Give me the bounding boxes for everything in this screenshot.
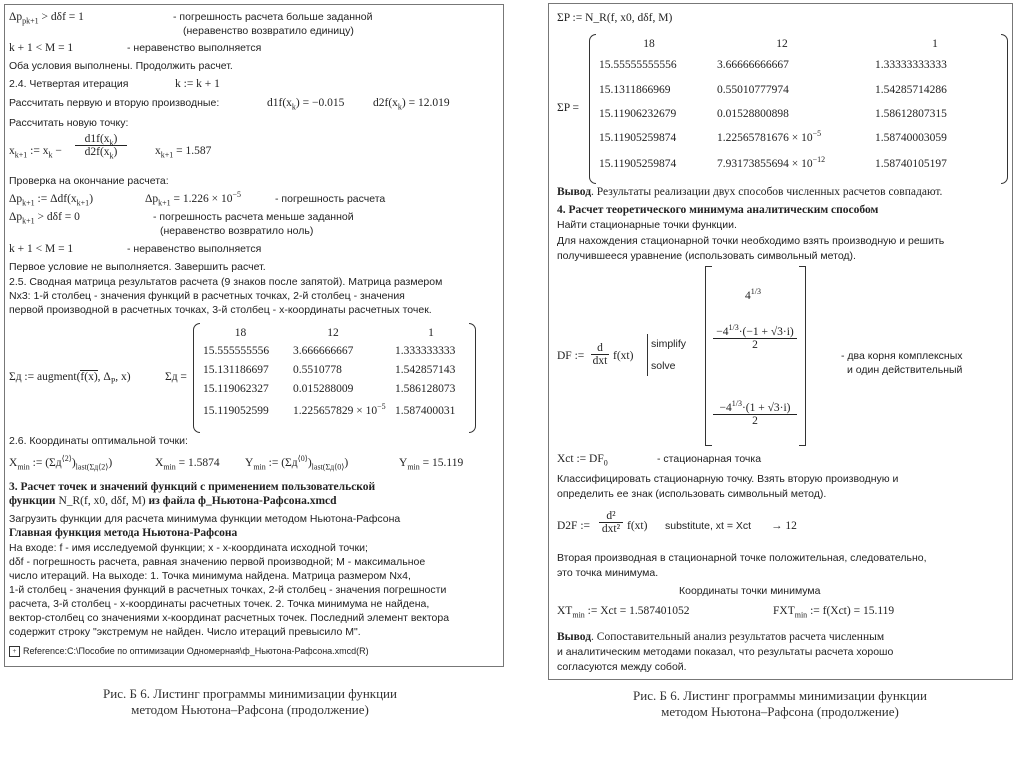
final-conclusion: Вывод. Сопоставительный анализ результатов расчета численным: [557, 631, 885, 643]
matrix-cell: 1.542857143: [395, 364, 456, 376]
matrix-cell: 0.5510778: [293, 364, 342, 376]
matrix-cell: 15.55555555556: [599, 59, 677, 71]
nr-call-expression: ΣP := N_R(f, x0, dδf, M): [557, 12, 673, 24]
section-heading: 4. Расчет теоретического минимума аналитическим способом: [557, 204, 879, 216]
matrix-cell: 1.333333333: [395, 345, 456, 357]
matrix-cell: 3.66666666667: [717, 59, 789, 71]
matrix-cell: 0.015288009: [293, 383, 354, 395]
text-line: Первое условие не выполняется. Завершить расчет.: [9, 261, 266, 273]
comment: - неравенство выполняется: [127, 42, 262, 54]
new-point-value: $x_{k+1} = 1.587$: [155, 145, 212, 160]
section-heading: 3. Расчет точек и значений функций с применением пользовательской: [9, 481, 376, 493]
text-line: Проверка на окончание расчета:: [9, 175, 169, 187]
matrix-cell: 1.54285714286: [875, 84, 947, 96]
text-line: вектор-столбец со значениями x-координат расчетных точек. Последний элемент вектора: [9, 612, 450, 624]
df-label: DF :=: [557, 350, 585, 362]
text-line: Nx3: 1-й столбец - значения функций в расчетных точках, 2-й столбец - значения: [9, 290, 405, 302]
matrix-cell: 0.55010777974: [717, 84, 789, 96]
text-line: Оба условия выполнены. Продолжить расчет.: [9, 60, 233, 72]
left-listing-panel: [4, 4, 504, 667]
text-line: расчета, 3-й столбец - x-координаты расчетных точек. 2. Точка минимума не найдена,: [9, 598, 430, 610]
keyword-simplify: simplify: [651, 338, 687, 350]
text-line: Для нахождения стационарной точки необходимо взять производную и решить: [557, 235, 945, 247]
comment: - погрешность расчета меньше заданной: [153, 211, 354, 223]
text-line: Классифицировать стационарную точку. Взять вторую производную и: [557, 473, 899, 485]
matrix-cell: 15.1311866969: [599, 84, 671, 96]
matrix-bracket-left: [193, 323, 200, 433]
y-min-value: $Y_{min} = 15.119$: [399, 457, 464, 472]
text-line: получившееся уравнение (использовать символьный метод).: [557, 250, 856, 262]
comment: (неравенство возвратило единицу): [183, 25, 354, 37]
inequality: k + 1 < M = 1: [9, 243, 74, 255]
error-value: $\Delta p_{k+1} = 1.226 \times 10^{-5}$: [145, 190, 242, 208]
d2f-label: D2F :=: [557, 520, 591, 532]
text-line: это точка минимума.: [557, 567, 659, 579]
text-line: согласуются между собой.: [557, 661, 687, 673]
matrix-label: ΣP =: [557, 102, 580, 114]
augment-expression: Σд := augment(f(x), $\Delta_P$, x): [9, 371, 131, 386]
matrix-cell: 15.119062327: [203, 383, 269, 395]
comment: - два корня комплексных: [841, 350, 963, 362]
inequality: k + 1 < M = 1: [9, 42, 74, 54]
section-heading: 2.5. Сводная матрица результатов расчета (9 знаков после запятой). Матрица размером: [9, 276, 443, 288]
vector-bracket-right: [799, 266, 806, 446]
matrix-cell: 18: [643, 38, 655, 50]
matrix-cell: $1.225657829 \times 10^{-5}$: [293, 402, 386, 417]
x-min-value: $X_{min} = 1.5874$: [155, 457, 220, 472]
text-line: число итераций. На выходе: 1. Точка минимума найдена. Матрица размером Nx4,: [9, 570, 411, 582]
text-line: 1-й столбец - значения функций в расчетных точках, 2-й столбец - значения погрешности: [9, 584, 447, 596]
matrix-cell: 15.131186697: [203, 364, 269, 376]
convergence-check-2: $\Delta p_{k+1} > d\delta f = 0$: [9, 211, 80, 226]
matrix-cell: 1.586128073: [395, 383, 456, 395]
expression: k := k + 1: [175, 78, 220, 90]
vector-bracket-left: [705, 266, 712, 446]
comment: и один действительный: [847, 364, 963, 376]
second-derivative: $d2f(x_k) = 12.019$: [373, 97, 450, 112]
matrix-cell: 18: [234, 327, 247, 339]
matrix-cell: 1: [428, 327, 434, 339]
text-line: содержит строку "экстремум не найден. Число итераций превысило M".: [9, 626, 361, 638]
comment: (неравенство возвратило ноль): [160, 225, 314, 237]
derivative-operator: d dxt: [592, 342, 608, 367]
matrix-cell: 12: [776, 38, 788, 50]
matrix-cell: 1.33333333333: [875, 59, 947, 71]
keyword-solve: solve: [651, 360, 676, 372]
stationary-point-expr: Xct := $DF_0$: [557, 453, 608, 468]
matrix-bracket-right: [469, 323, 476, 433]
matrix-cell: 1.587400031: [395, 405, 456, 417]
y-min-expression: $Y_{min}$ := $(\Sigma д^{⟨0⟩})_{last(\Sigma д⟨0⟩}$): [245, 454, 349, 472]
comment: - стационарная точка: [657, 453, 762, 465]
second-derivative-result: → 12: [771, 520, 797, 532]
section-heading: функции N_R(f, x0, dδf, M) из файла ф_Ньютона-Рафсона.xmcd: [9, 495, 337, 507]
function-call: f(xt): [627, 520, 648, 532]
reference-expand-icon[interactable]: +: [9, 646, 20, 657]
symbolic-divider: [647, 334, 648, 376]
text-line: Вторая производная в стационарной точке положительная, следовательно,: [557, 552, 927, 564]
fraction: $d1f(x_k)$ $d2f(x_k)$: [75, 133, 127, 158]
second-derivative-operator: d² dxt²: [599, 510, 623, 535]
root-2: $-4^{1/3}\cdot(-1 + √3\cdot i)$ 2: [713, 326, 797, 351]
conclusion: Вывод. Результаты реализации двух способов численных расчетов совпадают.: [557, 186, 943, 198]
first-derivative: $d1f(x_k) = -0.015$: [267, 97, 345, 112]
matrix-cell: $1.22565781676 \times 10^{-5}$: [717, 129, 822, 144]
text-line: определить ее знак (использовать символьный метод).: [557, 488, 827, 500]
text-line: Рассчитать новую точку:: [9, 117, 129, 129]
text-line: Загрузить функции для расчета минимума функции методом Ньютона-Рафсона: [9, 513, 401, 525]
xt-min-expression: $XT_{min}$ := Xct = 1.587401052: [557, 605, 690, 620]
matrix-cell: 15.11906232679: [599, 108, 677, 120]
text-line: первой производной в расчетных точках, 3-й столбец - x-координаты расчетных точек.: [9, 304, 432, 316]
matrix-bracket-left: [589, 34, 596, 184]
function-call: f(xt): [613, 350, 634, 362]
root-3: $-4^{1/3}\cdot(1 + √3\cdot i)$ 2: [713, 402, 797, 427]
comment: - погрешность расчета: [275, 193, 386, 205]
matrix-cell: 3.666666667: [293, 345, 354, 357]
matrix-label: Σд =: [165, 371, 187, 383]
text-line: Рассчитать первую и вторую производные:: [9, 97, 220, 109]
convergence-check-1: $\Delta p_{pk+1} > d\delta f = 1$: [9, 11, 84, 26]
reference-link[interactable]: Reference:C:\Пособие по оптимизации Одномерная\ф_Ньютона-Рафсона.xmcd(R): [23, 646, 369, 656]
matrix-cell: 1.58612807315: [875, 108, 947, 120]
text-line: dδf - погрешность расчета, равная значению первой производной; M - максимальное: [9, 556, 426, 568]
matrix-cell: 0.01528800898: [717, 108, 789, 120]
fxt-min-expression: $FXT_{min}$ := f(Xct) = 15.119: [773, 605, 895, 620]
matrix-cell: 1: [932, 38, 938, 50]
text-line: На входе: f - имя исследуемой функции; x - x-координата исходной точки;: [9, 542, 368, 554]
matrix-cell: 15.11905259874: [599, 158, 677, 170]
matrix-cell: 12: [327, 327, 339, 339]
root-1: $4^{1/3}$: [745, 287, 761, 302]
matrix-bracket-right: [1001, 34, 1008, 184]
error-calc: $\Delta p_{k+1}$ := $\Delta df(x_{k+1})$: [9, 193, 94, 208]
right-listing-panel: [548, 3, 1013, 680]
newton-step-formula: $x_{k+1}$ := $x_k$ −: [9, 145, 62, 160]
figure-caption-right: Рис. Б 6. Листинг программы минимизации функции методом Ньютона–Рафсона (продолжение): [633, 688, 927, 719]
matrix-cell: 15.11905259874: [599, 132, 677, 144]
subheading: Координаты точки минимума: [679, 585, 821, 597]
figure-caption-left: Рис. Б 6. Листинг программы минимизации функции методом Ньютона–Рафсона (продолжение): [103, 686, 397, 717]
matrix-cell: $7.93173855694 \times 10^{-12}$: [717, 155, 826, 170]
text-line: и аналитическим методами показал, что результаты расчета хорошо: [557, 646, 894, 658]
matrix-cell: 1.58740105197: [875, 158, 947, 170]
text-line: Найти стационарные точки функции.: [557, 219, 737, 231]
subheading: Главная функция метода Ньютона-Рафсона: [9, 527, 238, 539]
section-heading: 2.6. Координаты оптимальной точки:: [9, 435, 188, 447]
section-heading: 2.4. Четвертая итерация: [9, 78, 129, 90]
comment: - неравенство выполняется: [127, 243, 262, 255]
x-min-expression: $X_{min}$ := $(\Sigma д^{⟨2⟩})_{last(\Sigma д⟨2⟩}$): [9, 454, 113, 472]
matrix-cell: 1.58740003059: [875, 132, 947, 144]
keyword-substitute: substitute, xt = Xct: [665, 520, 752, 532]
matrix-cell: 15.555555556: [203, 345, 270, 357]
comment: - погрешность расчета больше заданной: [173, 11, 373, 23]
matrix-cell: 15.119052599: [203, 405, 269, 417]
